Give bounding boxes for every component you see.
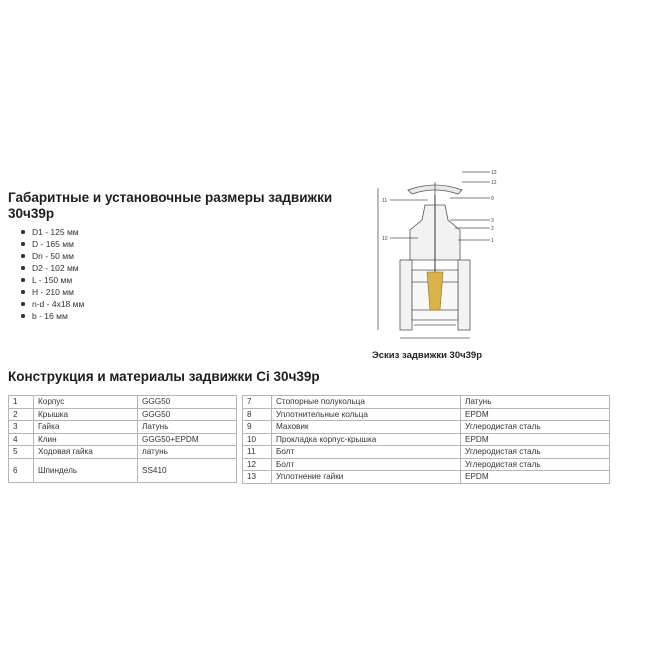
table-row xyxy=(243,421,610,434)
part-number: 3 xyxy=(9,421,34,434)
part-name: Гайка xyxy=(34,421,138,434)
part-name: Маховик xyxy=(272,421,461,434)
table-row xyxy=(243,471,610,484)
left-flange xyxy=(400,260,412,330)
callout-12: 12 xyxy=(491,180,497,186)
construction-title: Конструкция и материалы задвижки Ci 30ч39р xyxy=(8,369,320,384)
callout-3: 3 xyxy=(491,218,494,224)
part-name: Уплотнительные кольца xyxy=(272,408,461,421)
dimensions-title: Габаритные и установочные размеры задвижки 30ч39р xyxy=(8,190,333,221)
part-material: GGG50 xyxy=(138,396,237,409)
part-material: GGG50+EPDM xyxy=(138,433,237,446)
dimension-item: b - 16 мм xyxy=(18,310,84,322)
part-material: GGG50 xyxy=(138,408,237,421)
callout-10: 10 xyxy=(382,236,388,242)
part-name: Клин xyxy=(34,433,138,446)
part-name: Стопорные полукольца xyxy=(272,396,461,409)
part-number: 4 xyxy=(9,433,34,446)
parts-table-right xyxy=(242,395,610,484)
part-number: 10 xyxy=(243,433,272,446)
part-name: Болт xyxy=(272,458,461,471)
part-name: Болт xyxy=(272,446,461,459)
callout-13: 13 xyxy=(491,170,497,176)
wedge xyxy=(427,272,443,310)
table-row xyxy=(9,446,237,459)
valve-sketch xyxy=(370,160,500,345)
dimension-item: L - 150 мм xyxy=(18,274,84,286)
table-row xyxy=(243,458,610,471)
table-row xyxy=(9,433,237,446)
part-material: EPDM xyxy=(461,471,610,484)
right-flange xyxy=(458,260,470,330)
table-row xyxy=(243,433,610,446)
part-name: Крышка xyxy=(34,408,138,421)
table-row xyxy=(9,458,237,482)
table-row xyxy=(9,421,237,434)
callout-1: 1 xyxy=(491,238,494,244)
callout-11: 11 xyxy=(382,198,388,204)
dimensions-list xyxy=(18,226,84,322)
part-name: Уплотнение гайки xyxy=(272,471,461,484)
part-material: Углеродистая сталь xyxy=(461,446,610,459)
part-number: 7 xyxy=(243,396,272,409)
dimension-item: n-d - 4x18 мм xyxy=(18,298,84,310)
callout-2: 2 xyxy=(491,226,494,232)
part-number: 8 xyxy=(243,408,272,421)
callout-9: 9 xyxy=(491,196,494,202)
dimension-item: H - 210 мм xyxy=(18,286,84,298)
part-material: латунь xyxy=(138,446,237,459)
part-name: Ходовая гайка xyxy=(34,446,138,459)
part-number: 12 xyxy=(243,458,272,471)
table-row xyxy=(9,396,237,409)
part-material: Латунь xyxy=(461,396,610,409)
part-material: Углеродистая сталь xyxy=(461,458,610,471)
part-number: 6 xyxy=(9,458,34,482)
part-number: 1 xyxy=(9,396,34,409)
table-row xyxy=(243,396,610,409)
dimension-item: D - 165 мм xyxy=(18,238,84,250)
part-material: SS410 xyxy=(138,458,237,482)
dimension-item: D1 - 125 мм xyxy=(18,226,84,238)
part-number: 13 xyxy=(243,471,272,484)
part-number: 11 xyxy=(243,446,272,459)
part-number: 9 xyxy=(243,421,272,434)
dimension-item: D2 - 102 мм xyxy=(18,262,84,274)
dimension-item: Dn - 50 мм xyxy=(18,250,84,262)
part-name: Прокладка корпус-крышка xyxy=(272,433,461,446)
part-number: 2 xyxy=(9,408,34,421)
part-material: EPDM xyxy=(461,433,610,446)
part-number: 5 xyxy=(9,446,34,459)
part-material: Латунь xyxy=(138,421,237,434)
part-name: Шпиндель xyxy=(34,458,138,482)
sketch-caption: Эскиз задвижки 30ч39р xyxy=(372,350,483,361)
table-row xyxy=(9,408,237,421)
part-name: Корпус xyxy=(34,396,138,409)
table-row xyxy=(243,446,610,459)
part-material: Углеродистая сталь xyxy=(461,421,610,434)
parts-table-left xyxy=(8,395,237,483)
table-row xyxy=(243,408,610,421)
part-material: EPDM xyxy=(461,408,610,421)
